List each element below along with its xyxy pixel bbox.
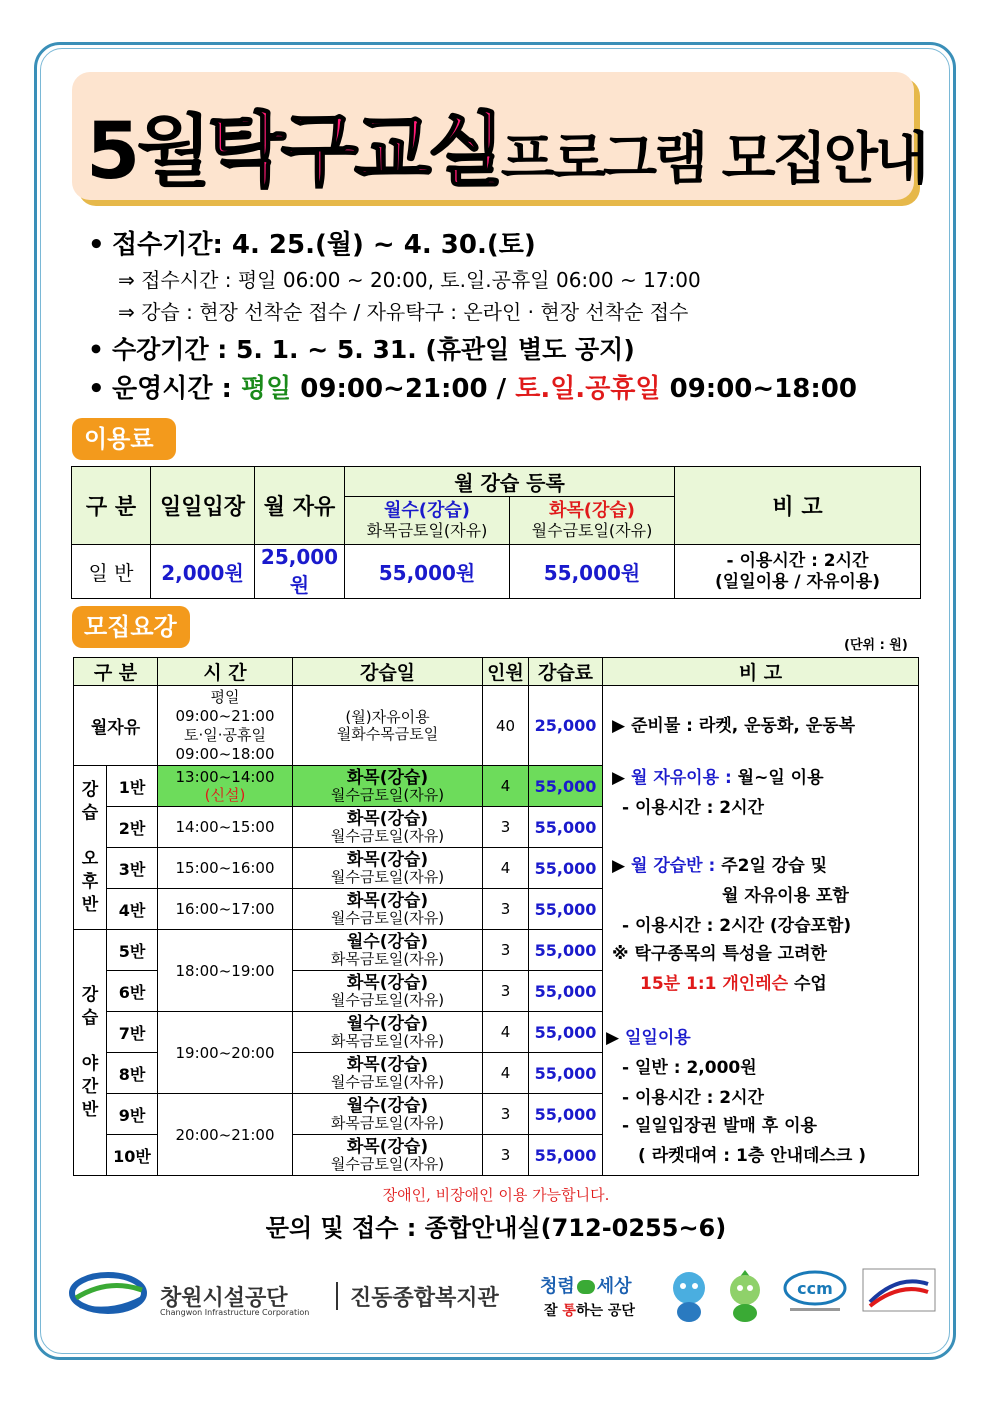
ccm-text: ccm [797, 1279, 833, 1298]
class-people: 3 [483, 971, 529, 1012]
class-days: 화목(강습) 월수금토일(자유) [293, 848, 483, 889]
class-fee: 55,000 [529, 1135, 603, 1176]
class-fee: 55,000 [529, 1094, 603, 1135]
fee-header-tue-thu: 화목(강습) 월수금토일(자유) [510, 497, 675, 545]
class-name: 7반 [107, 1012, 158, 1053]
class-fee: 55,000 [529, 971, 603, 1012]
class-days: 화목(강습) 월수금토일(자유) [293, 766, 483, 807]
class-people: 4 [483, 766, 529, 807]
class-days: 월수(강습) 화목금토일(자유) [293, 1094, 483, 1135]
note-monthly-lesson-include: 월 자유이용 포함 [722, 886, 849, 906]
class-time: 20:00~21:00 [158, 1094, 293, 1176]
logo-divider [336, 1282, 338, 1310]
note-daily-fee: - 일반 : 2,000원 [622, 1058, 757, 1078]
class-people: 4 [483, 1053, 529, 1094]
class-people: 3 [483, 930, 529, 971]
recruit-header-people: 인원 [483, 658, 529, 686]
recruit-section-tag: 모집요강 [72, 606, 190, 648]
class-name: 3반 [107, 848, 158, 889]
class-people: 4 [483, 1012, 529, 1053]
free-row-people: 40 [483, 686, 529, 766]
class-name: 6반 [107, 971, 158, 1012]
recruit-header-division: 구 분 [74, 658, 158, 686]
class-time: 14:00~15:00 [158, 807, 293, 848]
title-main: 탁구교실 [207, 104, 501, 197]
class-days: 화목(강습) 월수금토일(자유) [293, 889, 483, 930]
footer-contact: 문의 및 접수 : 종합안내실(712-0255~6) [265, 1214, 727, 1242]
free-row-time: 평일 09:00~21:00 토·일·공휴일 09:00~18:00 [158, 686, 293, 766]
group-evening-label: 강 습 야 간 반 [74, 930, 107, 1176]
fee-row-tue-thu: 55,000원 [510, 545, 675, 599]
fee-row-daily: 2,000원 [151, 545, 255, 599]
class-fee: 55,000 [529, 930, 603, 971]
reception-period: • 접수기간: 4. 25.(월) ~ 4. 30.(토) [88, 230, 536, 260]
free-row-label: 월자유 [74, 686, 158, 766]
class-time: 16:00~17:00 [158, 889, 293, 930]
fee-row-monthly-free: 25,000원 [255, 545, 345, 599]
note-daily-ticket: - 일일입장권 발매 후 이용 [622, 1116, 817, 1136]
class-fee: 55,000 [529, 807, 603, 848]
free-row-fee: 25,000 [529, 686, 603, 766]
fee-header-note: 비 고 [675, 467, 921, 545]
class-time: 15:00~16:00 [158, 848, 293, 889]
class-time: 19:00~20:00 [158, 1012, 293, 1094]
footer-accessibility: 장애인, 비장애인 이용 가능합니다. [382, 1186, 610, 1204]
fee-header-monthly-lesson: 월 강습 등록 [345, 467, 675, 497]
note-monthly-lesson-time: - 이용시간 : 2시간 (강습포함) [622, 916, 852, 936]
lesson-note: ⇒ 강습 : 현장 선착순 접수 / 자유탁구 : 온라인 · 현장 선착순 접수 [118, 300, 689, 324]
class-people: 4 [483, 848, 529, 889]
recruit-header-fee: 강습료 [529, 658, 603, 686]
fee-header-monthly-free: 월 자유 [255, 467, 345, 545]
class-people: 3 [483, 1094, 529, 1135]
class-days: 월수(강습) 화목금토일(자유) [293, 930, 483, 971]
note-consider: ※ 탁구종목의 특성을 고려한 [612, 944, 827, 964]
class-time: 18:00~19:00 [158, 930, 293, 1012]
class-people: 3 [483, 1135, 529, 1176]
group-afternoon-label: 강 습 오 후 반 [74, 766, 107, 930]
class-name: 10반 [107, 1135, 158, 1176]
class-name: 1반 [107, 766, 158, 807]
title-rest: 프로그램 모집안내 [500, 127, 927, 192]
class-name: 2반 [107, 807, 158, 848]
class-time: 13:00~14:00 (신설) [158, 766, 293, 807]
branch-name: 진동종합복지관 [350, 1286, 499, 1311]
free-row-days: (월)자유이용 월화수목금토일 [293, 686, 483, 766]
recruit-header-days: 강습일 [293, 658, 483, 686]
note-racket-rental: ( 라켓대여 : 1층 안내데스크 ) [638, 1146, 866, 1166]
mascot-green-icon [720, 1268, 770, 1328]
reception-time: ⇒ 접수시간 : 평일 06:00 ~ 20:00, 토.일.공휴일 06:00 ~ 17:00 [118, 268, 701, 292]
ccm-logo [780, 1268, 850, 1328]
class-name: 4반 [107, 889, 158, 930]
note-monthly-free: ▶ 월 자유이용 : 월~일 이용 [612, 768, 824, 788]
fee-row-note: - 이용시간 : 2시간 (일일이용 / 자유이용) [675, 545, 921, 599]
class-days: 월수(강습) 화목금토일(자유) [293, 1012, 483, 1053]
class-days: 화목(강습) 월수금토일(자유) [293, 1135, 483, 1176]
note-daily-time: - 이용시간 : 2시간 [622, 1088, 764, 1108]
slogan-logo: 청렴 세상 [540, 1276, 632, 1297]
class-days: 화목(강습) 월수금토일(자유) [293, 1053, 483, 1094]
note-daily: ▶ 일일이용 [606, 1028, 691, 1048]
org-name: 창원시설공단 [160, 1286, 288, 1311]
course-period: • 수강기간 : 5. 1. ~ 5. 31. (휴관일 별도 공지) [88, 335, 635, 364]
fee-header-mon-wed: 월수(강습) 화목금토일(자유) [345, 497, 510, 545]
class-fee: 55,000 [529, 1012, 603, 1053]
fee-row-division: 일 반 [72, 545, 151, 599]
note-private-lesson: 15분 1:1 개인레슨 수업 [640, 974, 827, 994]
operating-hours: • 운영시간 : 평일 09:00~21:00 / 토.일.공휴일 09:00~18:00 [88, 374, 857, 404]
class-days: 화목(강습) 월수금토일(자유) [293, 807, 483, 848]
unit-label: (단위 : 원) [844, 638, 908, 653]
class-fee: 55,000 [529, 889, 603, 930]
fee-row-mon-wed: 55,000원 [345, 545, 510, 599]
class-fee: 55,000 [529, 1053, 603, 1094]
class-days: 화목(강습) 월수금토일(자유) [293, 971, 483, 1012]
fee-table [71, 466, 921, 599]
certification-mark-icon [862, 1268, 936, 1328]
title-month: 5월 [86, 107, 208, 197]
class-name: 9반 [107, 1094, 158, 1135]
gyeongnam-emblem-icon [68, 1268, 150, 1328]
fee-header-division: 구 분 [72, 467, 151, 545]
fee-header-daily: 일일입장 [151, 467, 255, 545]
recruit-header-note: 비 고 [603, 658, 919, 686]
page-title [86, 86, 926, 201]
slogan-text: 잘 통하는 공단 [544, 1303, 635, 1319]
class-people: 3 [483, 807, 529, 848]
class-fee: 55,000 [529, 848, 603, 889]
recruit-header-time: 시 간 [158, 658, 293, 686]
note-monthly-free-time: - 이용시간 : 2시간 [622, 798, 764, 818]
fee-section-tag: 이용료 [72, 418, 176, 460]
class-fee: 55,000 [529, 766, 603, 807]
note-supplies: ▶ 준비물 : 라켓, 운동화, 운동복 [612, 716, 856, 736]
org-name-en: Changwon Infrastructure Corporation [160, 1308, 310, 1317]
class-name: 8반 [107, 1053, 158, 1094]
mascot-blue-icon [664, 1268, 714, 1328]
class-people: 3 [483, 889, 529, 930]
note-monthly-lesson: ▶ 월 강습반 : 주2일 강습 및 [612, 856, 828, 876]
class-name: 5반 [107, 930, 158, 971]
